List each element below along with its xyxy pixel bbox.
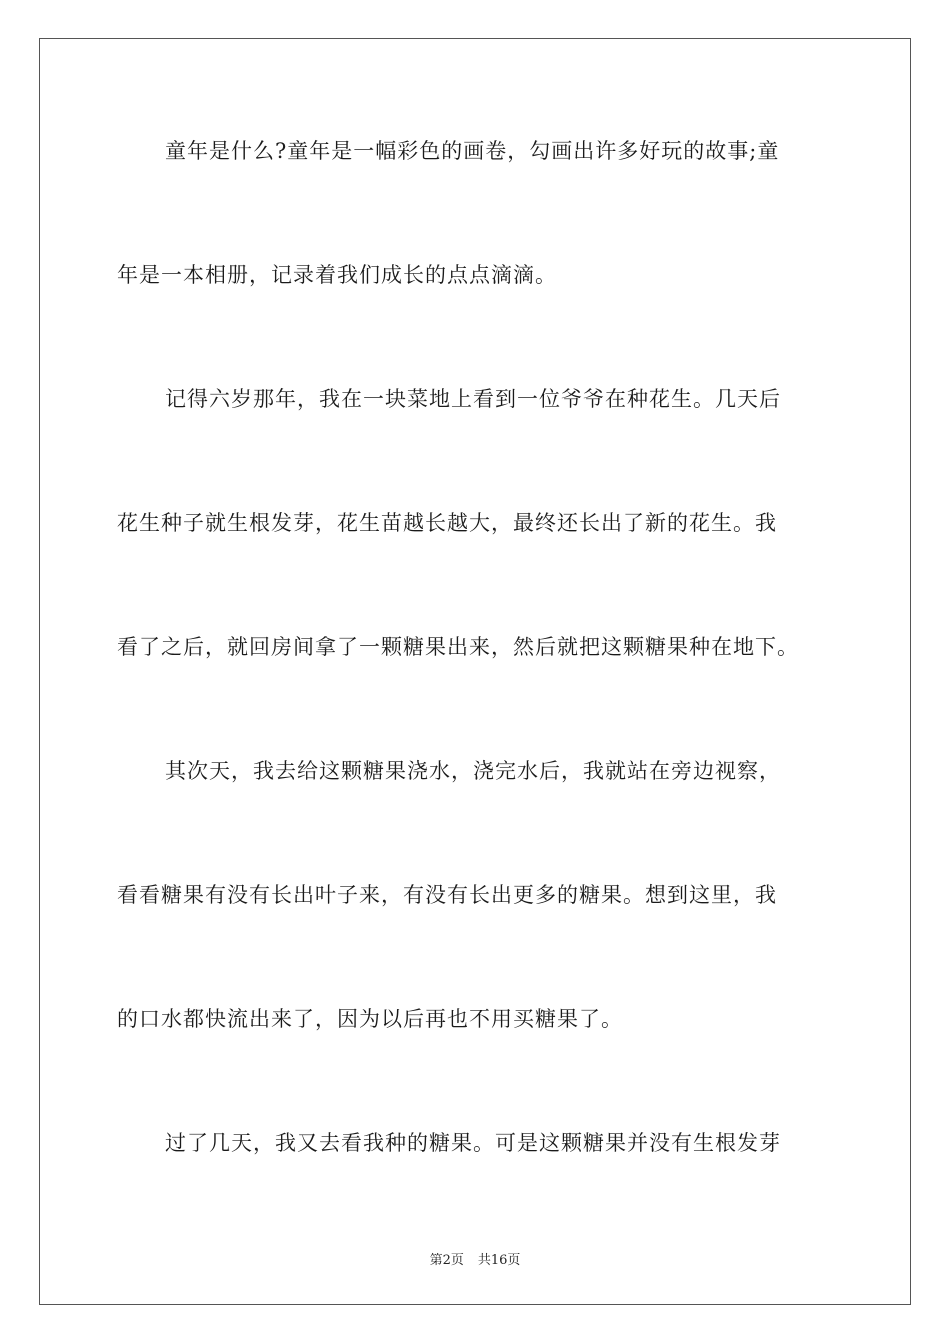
paragraph-2-line-1: 记得六岁那年，我在一块菜地上看到一位爷爷在种花生。几天后	[165, 387, 781, 411]
paragraph-4-line-1: 过了几天，我又去看我种的糖果。可是这颗糖果并没有生根发芽	[165, 1131, 781, 1155]
paragraph-3-line-2: 看看糖果有没有长出叶子来，有没有长出更多的糖果。想到这里，我	[117, 883, 777, 907]
paragraph-1-line-1: 童年是什么?童年是一幅彩色的画卷，勾画出许多好玩的故事;童	[165, 139, 780, 163]
page-total: 共16页	[477, 1253, 521, 1268]
paragraph-3-line-3: 的口水都快流出来了，因为以后再也不用买糖果了。	[117, 1007, 623, 1031]
page-footer	[0, 1249, 950, 1268]
page-border	[39, 38, 911, 1305]
paragraph-3-line-1: 其次天，我去给这颗糖果浇水，浇完水后，我就站在旁边视察，	[165, 759, 781, 783]
paragraph-2-line-2: 花生种子就生根发芽，花生苗越长越大，最终还长出了新的花生。我	[117, 511, 777, 535]
paragraph-2-line-3: 看了之后，就回房间拿了一颗糖果出来，然后就把这颗糖果种在地下。	[117, 635, 799, 659]
page-number: 第2页	[429, 1253, 464, 1268]
paragraph-1-line-2: 年是一本相册，记录着我们成长的点点滴滴。	[117, 263, 557, 287]
